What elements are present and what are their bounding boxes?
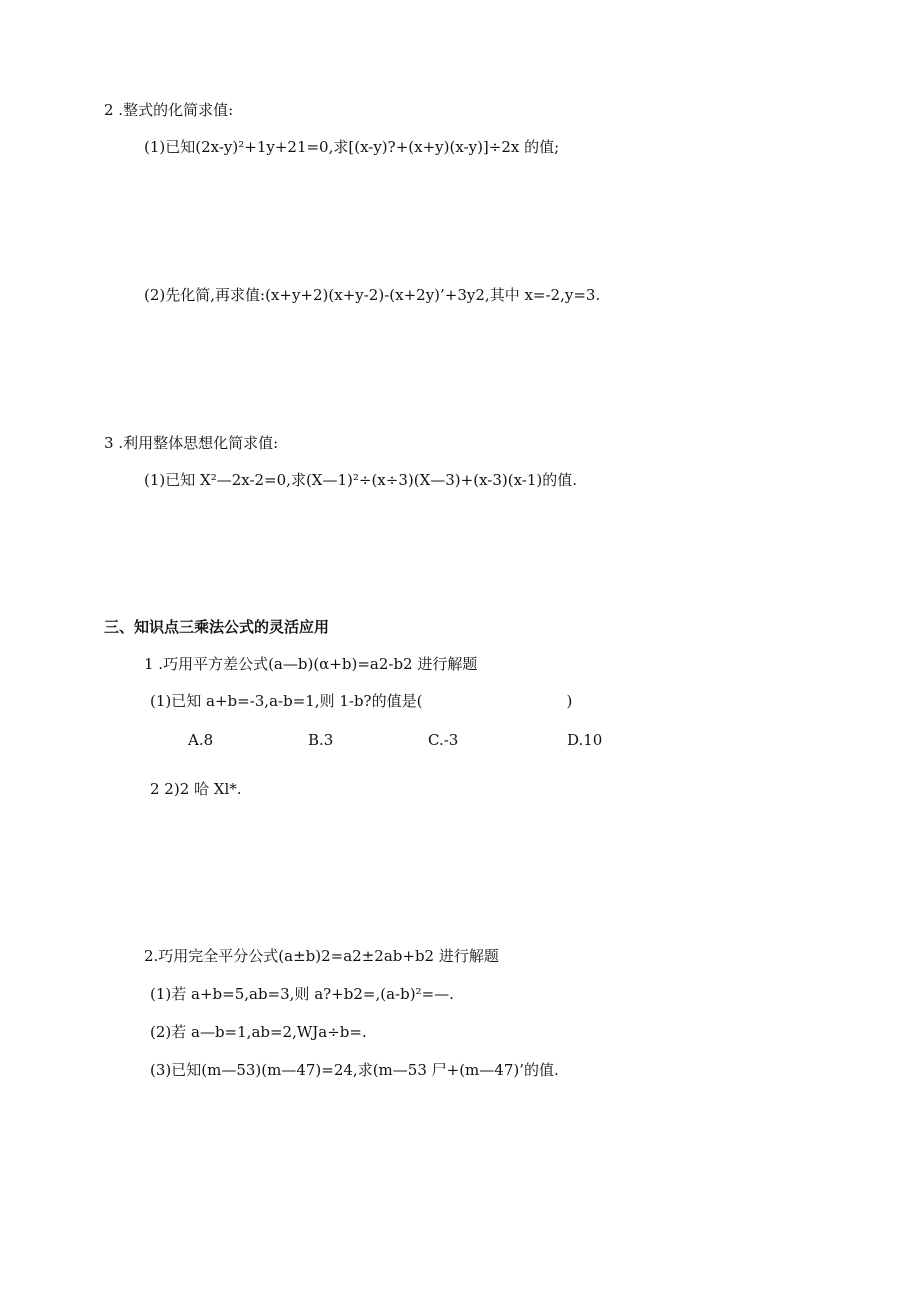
sub-1-heading: 1 .巧用平方差公式(a—b)(α+b)=a2-b2 进行解题 — [144, 655, 478, 673]
section-3-question-1: (1)已知 X²—2x-2=0,求(X—1)²÷(x÷3)(X—3)+(x-3)(x-1)的值. — [144, 471, 578, 489]
part-3-title: 三、知识点三乘法公式的灵活应用 — [104, 618, 330, 636]
option-b: B.3 — [308, 731, 334, 749]
sub-1-question-1-text: (1)已知 a+b=-3,a-b=1,则 1-b?的值是( — [150, 692, 423, 710]
sub-2-question-1: (1)若 a+b=5,ab=3,则 a?+b2=,(a-b)²=—. — [150, 985, 454, 1003]
sub-1-question-2: 2 2)2 哈 Xl*. — [150, 780, 242, 798]
sub-2-question-2: (2)若 a—b=1,ab=2,WJa÷b=. — [150, 1023, 367, 1041]
section-3-heading: 3 .利用整体思想化简求值: — [104, 434, 279, 452]
sub-2-question-3: (3)已知(m—53)(m—47)=24,求(m—53 尸+(m—47)’的值. — [150, 1061, 559, 1079]
section-2-question-2: (2)先化简,再求值:(x+y+2)(x+y-2)-(x+2y)’+3y2,其中 x=-2,y=3. — [144, 286, 601, 304]
sub-1-question-1 — [150, 691, 572, 711]
option-c: C.-3 — [428, 731, 459, 749]
section-2-question-1: (1)已知(2x-y)²+1y+21=0,求[(x-y)?+(x+y)(x-y)]÷2x 的值; — [144, 138, 560, 156]
option-d: D.10 — [567, 731, 603, 749]
sub-1-question-1-close: ) — [566, 692, 573, 710]
section-2-heading: 2 .整式的化简求值: — [104, 101, 234, 119]
option-a: A.8 — [188, 731, 214, 749]
sub-2-heading: 2.巧用完全平分公式(a±b)2=a2±2ab+b2 进行解题 — [144, 947, 499, 965]
